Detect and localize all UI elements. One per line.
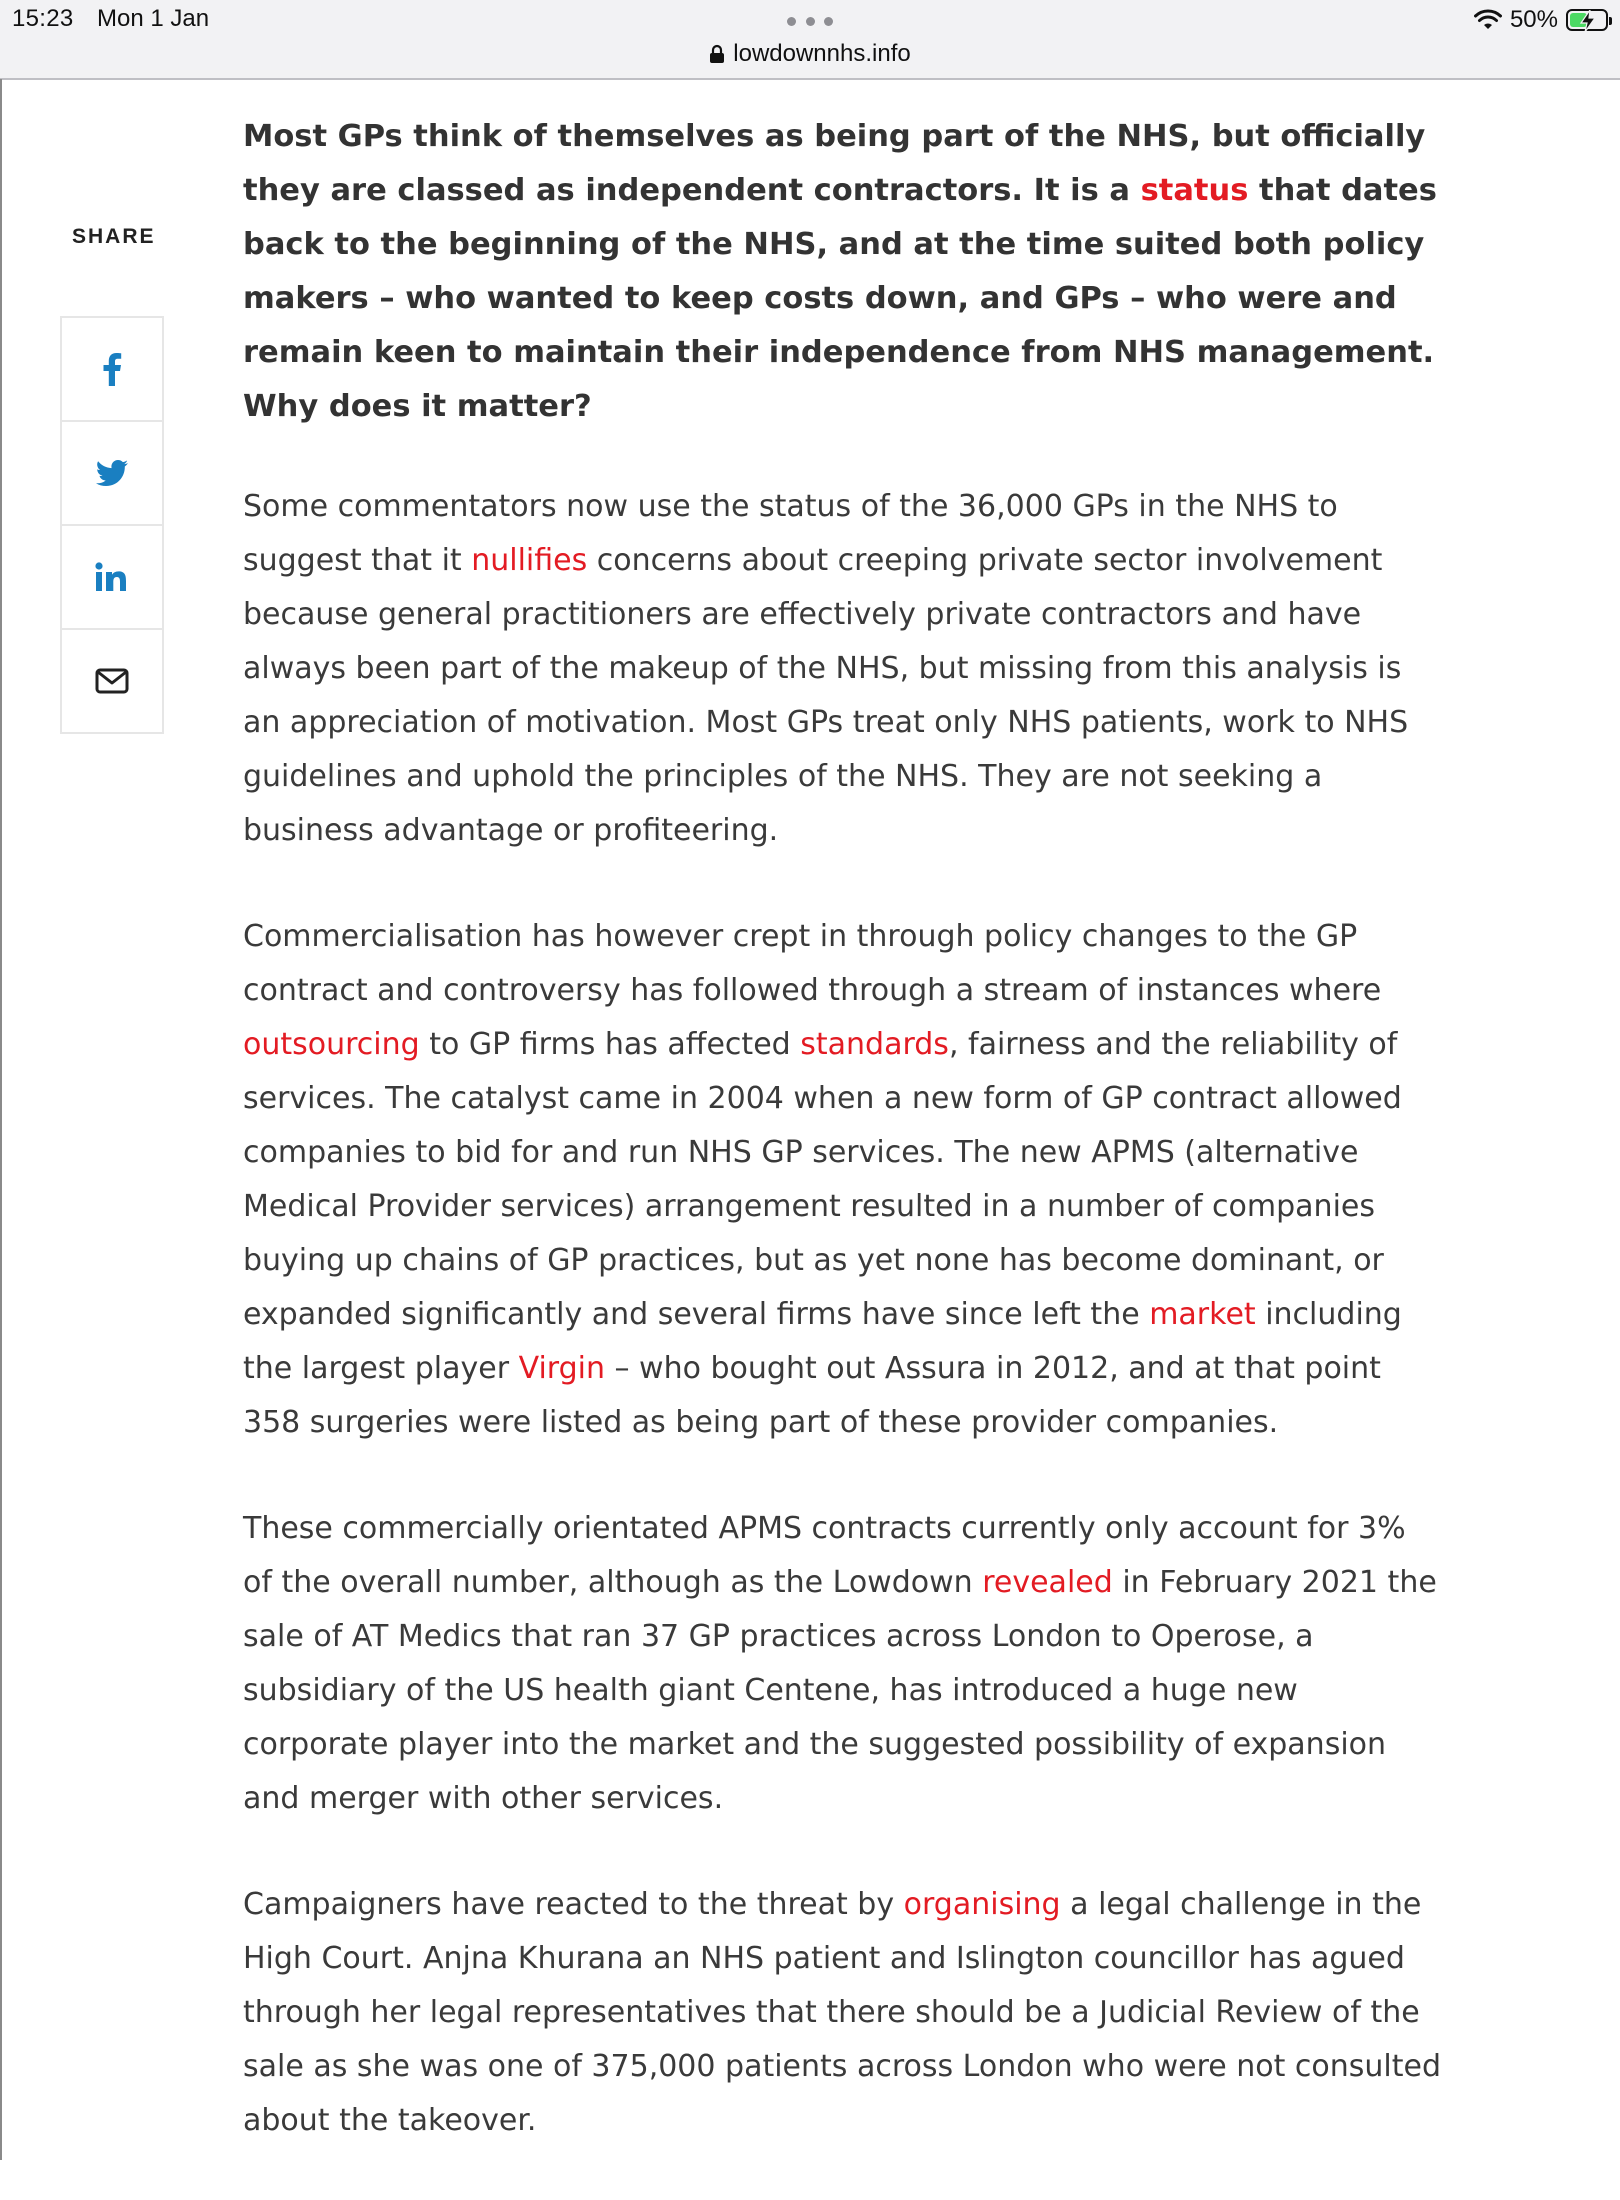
- lock-icon: [709, 44, 725, 64]
- linkedin-share-button[interactable]: [62, 526, 162, 630]
- paragraph-1: [243, 480, 1443, 858]
- p2-text-3: , fairness and the reliability of services. The catalyst came in 2004 when a new form of GP contract allowed companies to bid for and run NHS GP services. The new APMS (alternative Medical Provider services) arrangement resulted in a number of companies buying up chains of GP practices, but as yet none has become dominant, or expanded significantly and several firms have since left the: [243, 1027, 1402, 1332]
- address-bar[interactable]: [0, 36, 1620, 72]
- twitter-share-button[interactable]: [62, 422, 162, 526]
- lede-text-1: Most GPs think of themselves as being part of the NHS, but officially they are classed as independent contractors. It is a: [243, 119, 1426, 208]
- linkedin-icon: [95, 562, 129, 592]
- nullifies-link[interactable]: nullifies: [471, 543, 588, 578]
- p2-text-4: including the largest player: [243, 1297, 1402, 1386]
- revealed-link[interactable]: revealed: [982, 1565, 1113, 1600]
- p1-text-2: concerns about creeping private sector involvement because general practitioners are effectively private contractors and have always been part of the makeup of the NHS, but missing from this analysis is an appreciation of motivation. Most GPs treat only NHS patients, work to NHS guidelines and uphold the principles of the NHS. They are not seeking a business advantage or profiteering.: [243, 543, 1409, 848]
- lede-text-2: that dates back to the beginning of the NHS, and at the time suited both policy makers – who wanted to keep costs down, and GPs – who were and remain keen to maintain their independence from NHS management. Why does it matter?: [243, 173, 1437, 424]
- organising-link[interactable]: organising: [903, 1887, 1061, 1922]
- outsourcing-link[interactable]: outsourcing: [243, 1027, 420, 1062]
- paragraph-3: [243, 1502, 1443, 1826]
- share-buttons: [60, 316, 164, 734]
- url-text: lowdownnhs.info: [733, 40, 911, 67]
- email-share-button[interactable]: [62, 630, 162, 732]
- twitter-icon: [96, 460, 128, 486]
- bolt-icon: [1578, 10, 1598, 32]
- p3-text-1: These commercially orientated APMS contracts currently only account for 3% of the overall number, although as the Lowdown: [243, 1511, 1406, 1600]
- wifi-icon: [1474, 9, 1502, 31]
- status-date: Mon 1 Jan: [97, 5, 210, 32]
- virgin-link[interactable]: Virgin: [518, 1351, 605, 1386]
- status-time: 15:23: [12, 5, 74, 32]
- more-dots-icon[interactable]: [787, 17, 833, 25]
- p2-text-2: to GP firms has affected: [419, 1027, 801, 1062]
- page-left-edge: [0, 79, 2, 2160]
- battery-charging-icon: [1566, 9, 1608, 31]
- standards-link[interactable]: standards: [800, 1027, 949, 1062]
- status-link[interactable]: status: [1140, 173, 1249, 208]
- browser-top-bar: [0, 0, 1620, 80]
- p4-text-2: a legal challenge in the High Court. Anjna Khurana an NHS patient and Islington councillor has agued through her legal representatives that there should be a Judicial Review of the sale as she was one of 375,000 patients across London who were not consulted about the takeover.: [243, 1887, 1442, 2138]
- p2-text-5: – who bought out Assura in 2012, and at that point 358 surgeries were listed as being part of these provider companies.: [243, 1351, 1381, 1440]
- battery-percentage: 50%: [1509, 6, 1558, 33]
- p4-text-1: Campaigners have reacted to the threat by: [243, 1887, 904, 1922]
- share-label: SHARE: [72, 225, 156, 248]
- status-indicators: [1474, 5, 1608, 35]
- article-lede: [243, 110, 1443, 434]
- p3-text-2: in February 2021 the sale of AT Medics that ran 37 GP practices across London to Operose, a subsidiary of the US health giant Centene, has introduced a huge new corporate player into the market and the suggested possibility of expansion and merger with other services.: [243, 1565, 1437, 1816]
- facebook-share-button[interactable]: [62, 318, 162, 422]
- article-body: [243, 110, 1443, 2200]
- facebook-icon: [102, 352, 122, 386]
- email-icon: [95, 668, 129, 694]
- paragraph-4: [243, 1878, 1443, 2148]
- p1-text-1: Some commentators now use the status of the 36,000 GPs in the NHS to suggest that it: [243, 489, 1338, 578]
- p2-text-1: Commercialisation has however crept in through policy changes to the GP contract and controversy has followed through a stream of instances where: [243, 919, 1382, 1008]
- market-link[interactable]: market: [1149, 1297, 1256, 1332]
- paragraph-2: [243, 910, 1443, 1450]
